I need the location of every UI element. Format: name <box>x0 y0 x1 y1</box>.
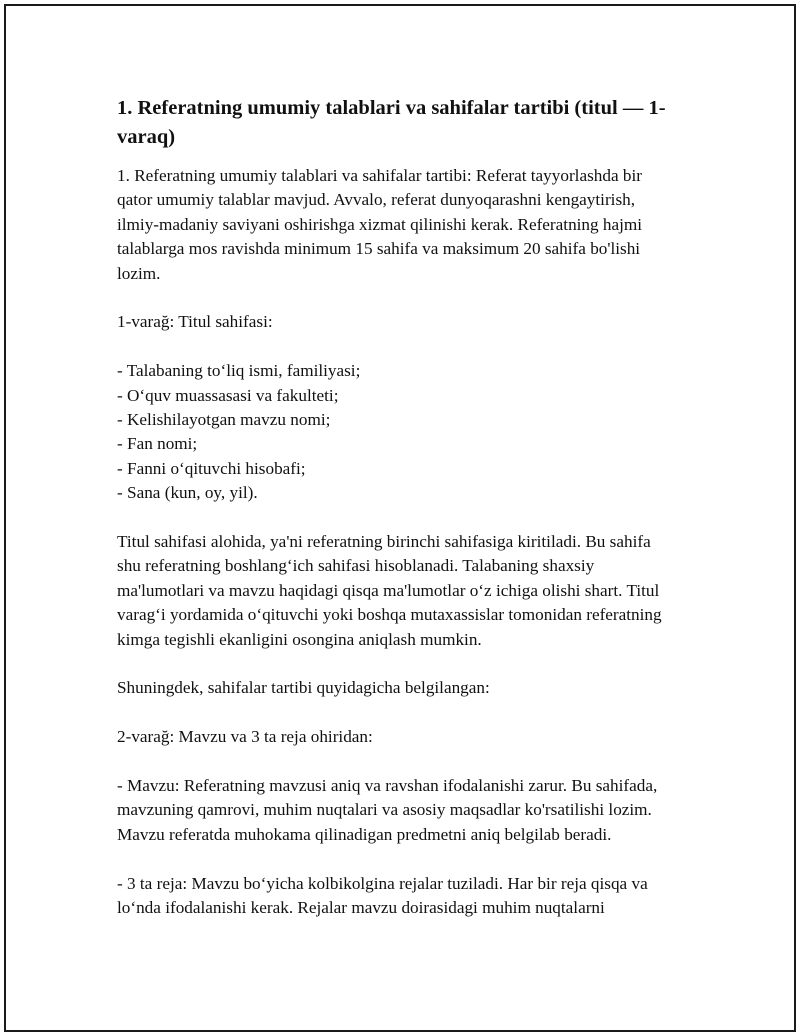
document-heading: 1. Referatning umumiy talablari va sahifalar tartibi (titul — 1-varaq) <box>117 97 666 148</box>
plan-item: - 3 ta reja: Mavzu bo‘yicha kolbikolgina rejalar tuziladi. Har bir reja qisqa va lo‘nda ifodalanishi kerak. Rejalar mavzu doirasidagi muhim nuqtalarni <box>117 873 648 918</box>
document-body <box>117 94 677 945</box>
intro-paragraph: 1. Referatning umumiy talablari va sahifalar tartibi: Referat tayyorlashda bir qator umumiy talablar mavjud. Avvalo, referat dunyoqarashni kengaytirish, ilmiy-madaniy saviyani oshirishga xizmat qilinishi kerak. Referatning hajmi talablarga mos ravishda minimum 15 sahifa va maksimum 20 sahifa bo'lishi lozim. <box>117 166 643 283</box>
list-item: - Kelishilayotgan mavzu nomi; <box>117 410 331 430</box>
order-intro: Shuningdek, sahifalar tartibi quyidagicha belgilangan: <box>117 678 490 698</box>
list-item: - Fan nomi; <box>117 434 198 454</box>
list-item: - O‘quv muassasasi va fakulteti; <box>117 385 339 405</box>
list-item: - Talabaning to‘liq ismi, familiyasi; <box>117 361 361 381</box>
title-page-description: Titul sahifasi alohida, ya'ni referatning birinchi sahifasiga kiritiladi. Bu sahifa shu referatning boshlang‘ich sahifasi hisoblanadi. Talabaning shaxsiy ma'lumotlari va mavzu haqidagi qisqa ma'lumotlar o‘z ichiga olishi shart. Titul varag‘i yordamida o‘qituvchi yoki boshqa mutaxassislar tomonidan referatning kimga tegishli ekanligini osongina aniqlash mumkin. <box>117 532 662 649</box>
page2-label: 2-varağ: Mavzu va 3 ta reja ohiridan: <box>117 727 373 747</box>
page1-label: 1-varağ: Titul sahifasi: <box>117 312 273 332</box>
list-item: - Fanni o‘qituvchi hisobafi; <box>117 458 306 478</box>
title-page-items-list <box>117 359 677 505</box>
topic-item: - Mavzu: Referatning mavzusi aniq va ravshan ifodalanishi zarur. Bu sahifada, mavzuning qamrovi, muhim nuqtalari va asosiy maqsadlar ko'rsatilishi lozim. Mavzu referatda muhokama qilinadigan predmetni aniq belgilab beradi. <box>117 776 658 844</box>
list-item: - Sana (kun, oy, yil). <box>117 483 258 503</box>
